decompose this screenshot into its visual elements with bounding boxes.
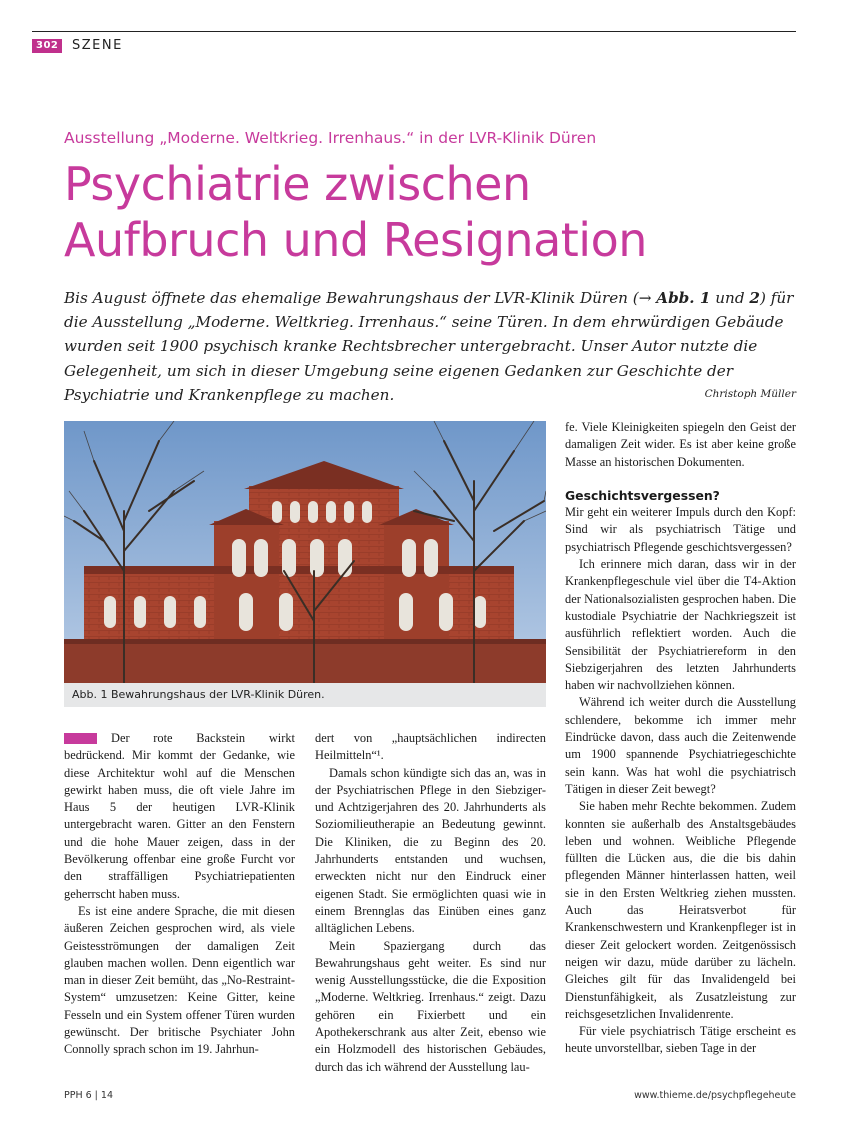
subheading: Geschichtsvergessen?	[565, 487, 720, 503]
header-rule	[32, 31, 796, 32]
figure-reference-1: Abb. 1	[656, 289, 711, 307]
paragraph: Ich erinnere mich daran, dass wir in der Krankenpflegeschule viel über die T4-Aktion der Nationalsozialisten gesprochen haben. Die kustodiale Psychiatrie der Nachkriegszeit ist ausführlich reflektiert worden. Auch die Sensibilität der Psychiatriereform in den Siebzigerjahren des letzten Jahrhunderts haben wir nachvollziehen können.	[565, 557, 796, 693]
title-line-2: Aufbruch und Resignation	[64, 213, 647, 267]
lead-text-2: ) für die Ausstellung „Moderne. Weltkrieg. Irrenhaus.“ seine Türen. In dem ehrwürdigen Gebäude wurden seit 1900 psychisch kranke Rechtsbrecher untergebracht. Unser Autor nutzte die Gelegenheit, um sich in dieser Umgebung seine eigenen Gedanken zur Geschichte der Psychiatrie und Krankenpflege zu machen.	[64, 289, 794, 404]
article-title	[64, 156, 647, 268]
text-column-1	[64, 730, 295, 1059]
text-column-3	[565, 419, 796, 1058]
lead-text-1: Bis August öffnete das ehemalige Bewahrungshaus der LVR-Klinik Düren (→	[64, 289, 657, 307]
paragraph: fe. Viele Kleinigkeiten spiegeln den Geist der damaligen Zeit wider. Es ist aber keine große Masse an historischen Dokumenten.	[565, 420, 796, 469]
section-marker	[64, 733, 97, 744]
paragraph: Für viele psychiatrisch Tätige erscheint es heute unvorstellbar, sieben Tage in der	[565, 1024, 796, 1056]
author-name: Christoph Müller	[704, 388, 796, 400]
footer-issue: PPH 6 | 14	[64, 1090, 113, 1101]
paragraph: Es ist eine andere Sprache, die mit diesen äußeren Zeichen gesprochen wird, als viele Geistesströmungen der damaligen Zeit glauben machen wollen. Denn eigentlich war man in dieser Zeit bemüht, das „No-Restraint-System“ umzusetzen: Keine Gitter, keine Fesseln und ein System offener Türen wurden gewünscht. Der britische Psychiater John Connolly sprach schon im 19. Jahrhun-	[64, 903, 295, 1057]
figure-caption: Abb. 1 Bewahrungshaus der LVR-Klinik Düren.	[64, 683, 546, 707]
building-photo	[64, 421, 546, 683]
footer-url: www.thieme.de/psychpflegeheute	[634, 1090, 796, 1101]
text-column-2	[315, 730, 546, 1076]
paragraph-text: Der rote Backstein wirkt bedrückend. Mir kommt der Gedanke, wie diese Architektur wohl auf die Menschen gewirkt haben muss, die oft viele Jahre im Haus 5 der heutigen LVR-Klinik untergebracht waren. Gitter an den Fenstern und die hohe Mauer zeigen, dass in der Bevölkerung offenbar eine große Furcht vor den straffälligen Psychiatriepatienten geherrscht haben muss.	[64, 731, 295, 901]
paragraph: Mein Spaziergang durch das Bewahrungshaus geht weiter. Es sind nur wenig Ausstellungsstücke, die die Exposition „Moderne. Weltkrieg. Irrenhaus.“ zeigt. Dazu gehören ein Fixierbett und ein Apothekerschrank aus alter Zeit, ebenso wie ein Holzmodell des historischen Gebäudes, durch das ich während der Ausstellung lau-	[315, 938, 546, 1074]
section-label: SZENE	[72, 38, 123, 53]
paragraph: dert von „hauptsächlichen indirecten Heilmitteln“¹.	[315, 731, 546, 763]
figure-reference-2: 2	[749, 289, 760, 307]
paragraph: Mir geht ein weiterer Impuls durch den Kopf: Sind wir als psychiatrisch Tätige und psychiatrisch Pflegende geschichtsvergessen?	[565, 505, 796, 554]
lead-and: und	[710, 289, 750, 307]
page-number-badge: 302	[32, 39, 62, 53]
paragraph	[64, 730, 295, 903]
title-line-1: Psychiatrie zwischen	[64, 157, 531, 211]
article-kicker: Ausstellung „Moderne. Weltkrieg. Irrenhaus.“ in der LVR-Klinik Düren	[64, 129, 597, 147]
paragraph: Sie haben mehr Rechte bekommen. Zudem konnten sie außerhalb des Anstaltsgebäudes leben und wohnen. Weibliche Pflegende füllten die Lücken aus, die die bis dahin pflegenden Männer hinterlassen hatten, weil sie in den Ersten Weltkrieg ziehen mussten. Auch das Heiratsverbot für Krankenschwestern und Krankenpfleger ist in dieser Zeit gelockert worden. Zeitgenössisch neigen wir dazu, müde darüber zu lächeln. Gleiches gilt für das Invalidengeld bei Dienstunfähigkeit, als Zusatzleistung zur reichsgesetzlichen Invalidenrente.	[565, 799, 796, 1021]
paragraph: Während ich weiter durch die Ausstellung schlendere, bekomme ich immer mehr Eindrücke davon, dass auch die Zeitenwende um 1900 spannende Psychiatriegeschichte sein kann. Was hat wohl die psychiatrisch Tätigen in dieser Zeit bewegt?	[565, 695, 796, 796]
paragraph: Damals schon kündigte sich das an, was in der Psychiatrischen Pflege in den Siebziger- und Achtzigerjahren des 20. Jahrhunderts als Soziomilieutherapie an Bedeutung gewinnt. Die Kliniken, die zu Beginn des 20. Jahrhunderts entstanden und wuchsen, erweckten nicht nur den Eindruck einer eigenen Stadt. Sie ermöglichten quasi wie in einem Brennglas das Einüben eines ganz alltäglichen Lebens.	[315, 765, 546, 936]
lead-paragraph	[64, 286, 796, 407]
